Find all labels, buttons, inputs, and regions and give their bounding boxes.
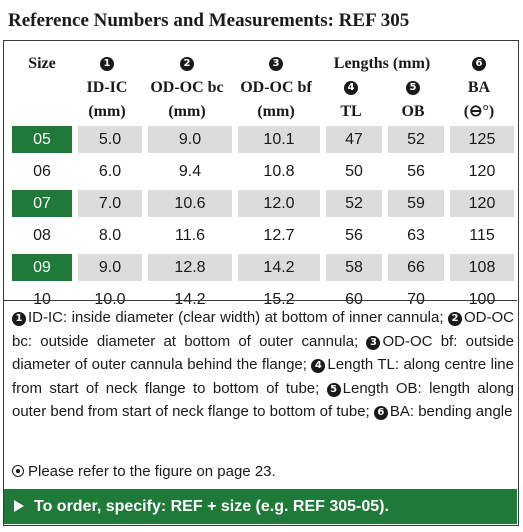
note-marker-6-icon: 6 (374, 406, 388, 420)
id-ic-cell: 10.0 (72, 286, 142, 313)
table-row (12, 158, 514, 185)
header-od-oc-bf (232, 54, 320, 73)
od-oc-bc-cell: 9.4 (142, 158, 232, 185)
header-ob (382, 78, 444, 97)
ob-cell: 52 (382, 126, 444, 153)
od-oc-bc-cell: 10.6 (142, 190, 232, 217)
note-length-ob: Length OB: length along outer bend from start of neck flange to bottom of tube; (12, 379, 515, 420)
ob-cell: 70 (382, 286, 444, 313)
size-cell: 07 (12, 190, 72, 217)
ob-cell: 59 (382, 190, 444, 217)
note-marker-1-icon: 1 (12, 312, 26, 326)
ba-cell: 125 (444, 126, 514, 153)
header-row-3 (12, 102, 514, 121)
figure-reference-text: Please refer to the figure on page 23. (28, 463, 276, 480)
note-marker-5-icon: 5 (327, 383, 341, 397)
table-row (12, 222, 514, 249)
size-cell: 09 (12, 254, 72, 281)
marker-3-icon: 3 (269, 57, 283, 71)
size-cell: 05 (12, 126, 72, 153)
header-od-oc-bf-label: OD-OC bf (240, 79, 312, 96)
marker-2-icon: 2 (180, 57, 194, 71)
header-od-oc-bc (142, 54, 232, 73)
od-oc-bc-cell: 14.2 (142, 286, 232, 313)
header-od-oc-bc-unit: (mm) (168, 103, 206, 120)
header-ba-label: BA (467, 79, 491, 96)
header-id-ic-label: ID-IC (86, 79, 128, 96)
divider (4, 300, 517, 301)
note-id-ic: ID-IC: inside diameter (clear width) at bottom of inner cannula; (28, 309, 448, 326)
ob-cell: 63 (382, 222, 444, 249)
order-banner (4, 489, 517, 524)
order-text: To order, specify: REF + size (e.g. REF 305-05). (34, 498, 389, 515)
od-oc-bf-cell: 12.7 (232, 222, 320, 249)
marker-6-icon: 6 (472, 57, 486, 71)
tl-cell: 52 (320, 190, 382, 217)
table-row (12, 126, 514, 153)
size-cell: 10 (12, 286, 72, 313)
figure-reference (12, 463, 276, 480)
header-row-1 (12, 54, 514, 73)
od-oc-bc-cell: 12.8 (142, 254, 232, 281)
marker-4-icon: 4 (344, 81, 358, 95)
marker-5-icon: 5 (406, 81, 420, 95)
header-ba-unit: (⊖°) (463, 103, 495, 120)
tl-cell: 47 (320, 126, 382, 153)
tl-cell: 60 (320, 286, 382, 313)
od-oc-bf-cell: 10.8 (232, 158, 320, 185)
id-ic-cell: 8.0 (72, 222, 142, 249)
page-title: Reference Numbers and Measurements: REF 305 (8, 10, 410, 31)
spec-panel (3, 40, 519, 526)
od-oc-bf-cell: 12.0 (232, 190, 320, 217)
header-od-oc-bc-label: OD-OC bc (150, 79, 224, 96)
ba-cell: 108 (444, 254, 514, 281)
size-cell: 08 (12, 222, 72, 249)
header-lengths: Lengths (mm) (333, 55, 431, 72)
od-oc-bf-cell: 15.2 (232, 286, 320, 313)
header-tl (320, 78, 382, 97)
id-ic-cell: 6.0 (72, 158, 142, 185)
spec-table (12, 49, 514, 318)
note-od-oc-bc: OD-OC bc: outside diameter at bottom of outer cannula; (12, 309, 514, 350)
od-oc-bc-cell: 9.0 (142, 126, 232, 153)
marker-1-icon: 1 (100, 57, 114, 71)
note-marker-2-icon: 2 (448, 312, 462, 326)
header-tl-label: TL (340, 103, 362, 120)
target-icon (12, 465, 24, 477)
header-od-oc-bf-unit: (mm) (257, 103, 295, 120)
table-row (12, 190, 514, 217)
od-oc-bf-cell: 14.2 (232, 254, 320, 281)
ba-cell: 120 (444, 190, 514, 217)
header-id-ic (72, 54, 142, 73)
header-row-2 (12, 78, 514, 97)
od-oc-bf-cell: 10.1 (232, 126, 320, 153)
table-row (12, 254, 514, 281)
header-ba (444, 54, 514, 73)
note-marker-4-icon: 4 (311, 359, 325, 373)
id-ic-cell: 5.0 (72, 126, 142, 153)
note-ba: BA: bending angle (389, 403, 513, 420)
size-cell: 06 (12, 158, 72, 185)
note-od-oc-bf: OD-OC bf: outside diameter of outer cannula behind the flange; (12, 332, 514, 373)
note-length-tl: Length TL: along centre line from start of neck flange to bottom of tube; (12, 356, 514, 397)
tl-cell: 58 (320, 254, 382, 281)
ba-cell: 115 (444, 222, 514, 249)
od-oc-bc-cell: 11.6 (142, 222, 232, 249)
tl-cell: 50 (320, 158, 382, 185)
ba-cell: 100 (444, 286, 514, 313)
header-ob-label: OB (401, 103, 425, 120)
header-size: Size (28, 55, 56, 72)
play-arrow-icon (14, 500, 24, 512)
ob-cell: 66 (382, 254, 444, 281)
tl-cell: 56 (320, 222, 382, 249)
header-id-ic-unit: (mm) (88, 103, 126, 120)
id-ic-cell: 9.0 (72, 254, 142, 281)
ba-cell: 120 (444, 158, 514, 185)
id-ic-cell: 7.0 (72, 190, 142, 217)
note-marker-3-icon: 3 (366, 336, 380, 350)
footnotes (12, 306, 514, 424)
ob-cell: 56 (382, 158, 444, 185)
